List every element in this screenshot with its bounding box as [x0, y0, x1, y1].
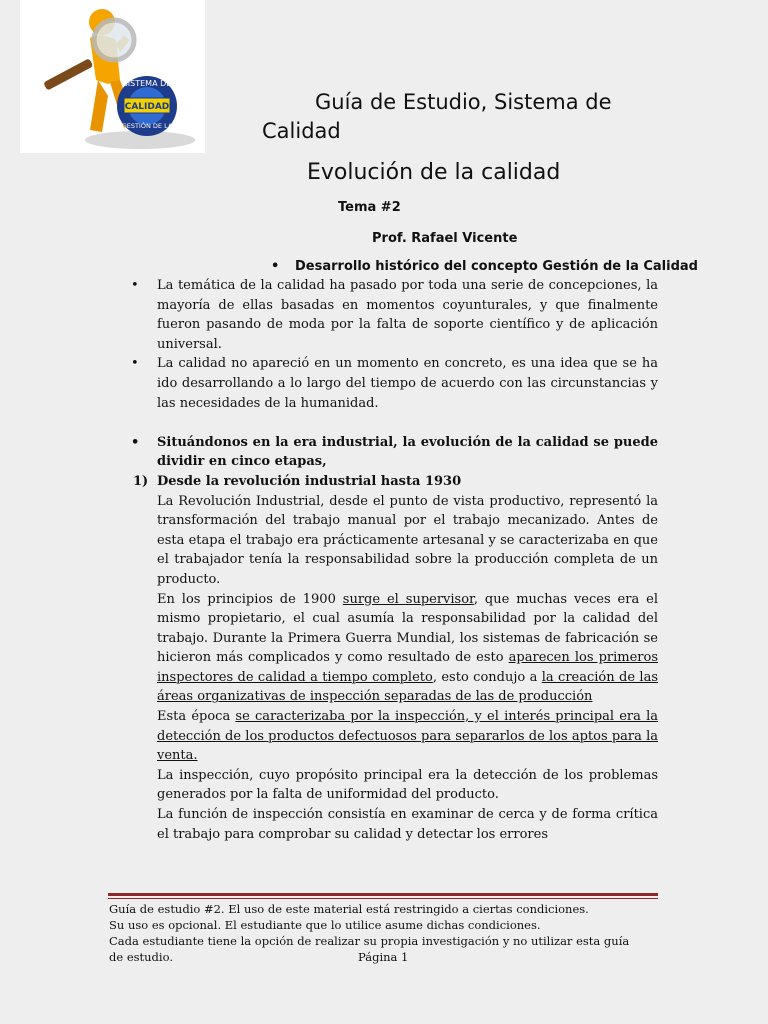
- paragraph-text: La Revolución Industrial, desde el punto de vista productivo, representó la transformación del trabajo manual por el trabajo mecanizado. Antes de esta etapa el trabajo era prácticamente artesanal y se caracterizaba en que el trabajador tenía la responsabilidad sobre la producción completa de un producto.: [157, 493, 658, 587]
- stage-title: Desde la revolución industrial hasta 1930: [157, 473, 462, 489]
- paragraph: [131, 707, 658, 766]
- logo-ring-center: CALIDAD: [124, 102, 170, 112]
- footer-line: Su uso es opcional. El estudiante que lo utilice asume dichas condiciones.: [109, 918, 541, 932]
- stage-heading: [131, 472, 658, 492]
- bullet-marker: •: [271, 259, 280, 274]
- stage-number: 1): [133, 473, 149, 489]
- bullet-paragraph: [131, 433, 658, 472]
- paragraph: [131, 805, 658, 844]
- section-heading-text: Desarrollo histórico del concepto Gestión de la Calidad: [295, 259, 698, 274]
- footer-last-line: [109, 949, 669, 965]
- document-subtitle: Evolución de la calidad: [307, 160, 561, 185]
- footer-rule-thin: [108, 898, 658, 899]
- footer-rule: [108, 893, 658, 896]
- paragraph-text: Situándonos en la era industrial, la evolución de la calidad se puede dividir en cinco etapas,: [157, 434, 658, 470]
- document-body: [131, 276, 658, 844]
- bullet-paragraph: [131, 354, 658, 413]
- title-line-1: Guía de Estudio, Sistema de: [315, 90, 612, 114]
- bullet-paragraph: [131, 276, 658, 354]
- paragraph: [131, 492, 658, 590]
- paragraph-text: , esto condujo a: [432, 669, 542, 685]
- paragraph-text: , que muchas veces era el mismo propietario, el cual asumía la responsabilidad por la calidad del trabajo. Durante la Primera Guerra Mundial, los sistemas de fabricación se hicieron más complicados y como resultado de esto: [157, 591, 659, 666]
- section-heading: [271, 259, 698, 274]
- paragraph-text: La calidad no apareció en un momento en concreto, es una idea que se ha ido desarrollando a lo largo del tiempo de acuerdo con las circunstancias y las necesidades de la humanidad.: [157, 356, 658, 411]
- bullet-marker: •: [131, 434, 140, 450]
- paragraph-text: La temática de la calidad ha pasado por toda una serie de concepciones, la mayoría de ellas basadas en momentos coyunturales, y que finalmente fueron pasando de moda por la falta de soporte científico y de aplicación universal.: [157, 278, 658, 352]
- author-label: Prof. Rafael Vicente: [372, 231, 518, 246]
- footer-line: Cada estudiante tiene la opción de realizar su propia investigación y no utilizar esta guía: [109, 934, 630, 948]
- page-footer: [109, 901, 669, 965]
- underlined-text: la creación de las áreas organizativas de inspección separadas de las de producción: [157, 669, 658, 705]
- topic-label: Tema #2: [338, 200, 401, 215]
- logo-figure-icon: [20, 0, 205, 153]
- paragraph: [131, 766, 658, 805]
- paragraph-text: Esta época: [157, 709, 236, 725]
- page-number: Página 1: [358, 950, 409, 964]
- title-line-2: Calidad: [262, 119, 341, 143]
- underlined-text: surge el supervisor: [342, 591, 474, 607]
- quality-system-logo: [20, 0, 205, 153]
- paragraph: [131, 590, 658, 708]
- paragraph-text: La función de inspección consistía en examinar de cerca y de forma crítica el trabajo para comprobar su calidad y detectar los errores: [157, 807, 658, 842]
- logo-ring-top: SISTEMA DE: [122, 79, 172, 88]
- paragraph-text: En los principios de 1900: [157, 591, 343, 607]
- footer-line: Guía de estudio #2. El uso de este material está restringido a ciertas condiciones.: [109, 902, 589, 916]
- bullet-marker: •: [131, 278, 139, 293]
- paragraph-text: La inspección, cuyo propósito principal era la detección de los problemas generados por la falta de uniformidad del producto.: [157, 767, 658, 803]
- footer-line: de estudio.: [109, 950, 173, 964]
- document-title: [262, 88, 662, 146]
- logo-ring-bottom: GESTIÓN DE LA: [121, 122, 173, 130]
- bullet-marker: •: [131, 356, 139, 372]
- underlined-text: aparecen los primeros inspectores de calidad a tiempo completo: [157, 650, 658, 685]
- underlined-text: se caracterizaba por la inspección, y el interés principal era la detección de los productos defectuosos para separarlos de los aptos para la venta.: [157, 709, 658, 764]
